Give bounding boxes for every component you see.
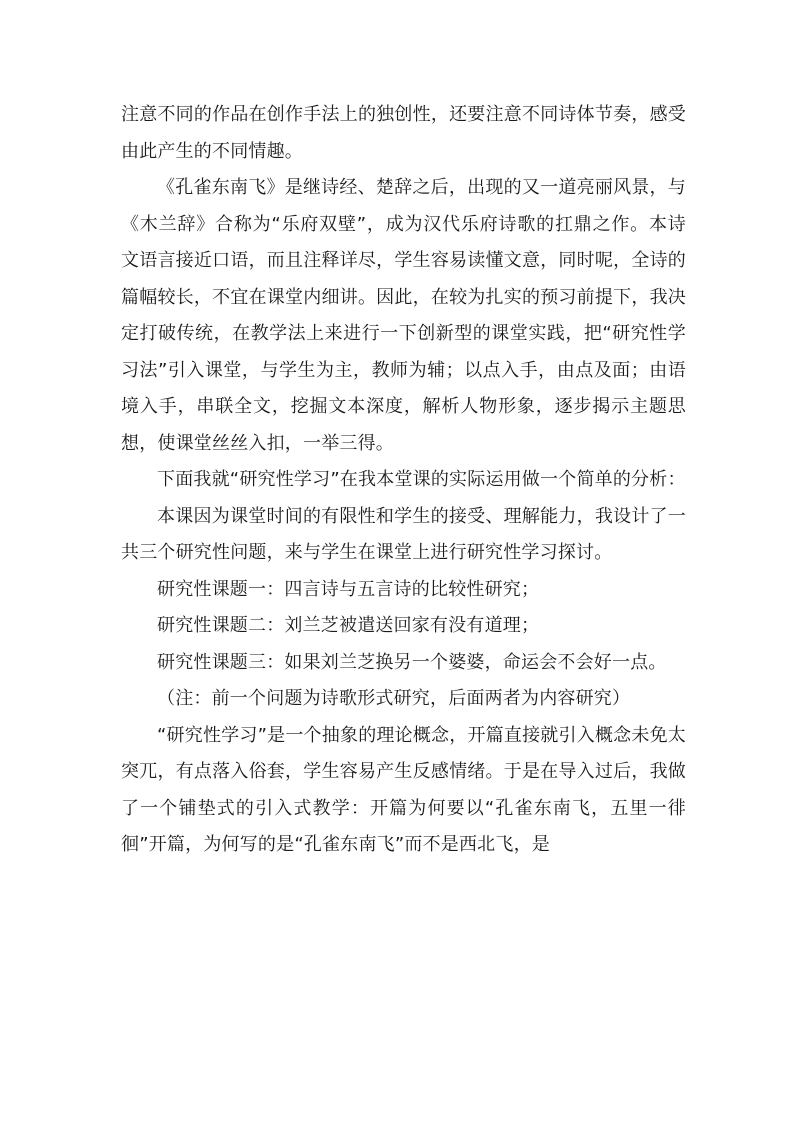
document-body <box>121 97 686 864</box>
paragraph-3: 下面我就“研究性学习”在我本堂课的实际运用做一个简单的分析： <box>157 469 686 490</box>
research-topic-3: 研究性课题三：如果刘兰芝换另一个婆婆，命运会不会好一点。 <box>157 651 667 673</box>
note-paragraph: （注：前一个问题为诗歌形式研究，后面两者为内容研究） <box>157 688 631 709</box>
paragraph-1: 注意不同的作品在创作手法上的独创性，还要注意不同诗体节奏，感受由此产生的不同情趣。 <box>121 104 686 162</box>
research-topic-2: 研究性课题二：刘兰芝被遣送回家有没有道理； <box>157 615 540 636</box>
paragraph-4: 本课因为课堂时间的有限性和学生的接受、理解能力，我设计了一共三个研究性问题，来与学生在课堂上进行研究性学习探讨。 <box>121 505 686 563</box>
research-topic-1: 研究性课题一：四言诗与五言诗的比较性研究； <box>157 578 540 600</box>
paragraph-2: 《孔雀东南飞》是继诗经、楚辞之后，出现的又一道亮丽风景，与《木兰辞》合称为“乐府双壁”，成为汉代乐府诗歌的扛鼎之作。本诗文语言接近口语，而且注释详尽，学生容易读懂文意，同时呢，全诗的篇幅较长，不宜在课堂内细讲。因此，在较为扎实的预习前提下，我决定打破传统，在教学法上来进行一下创新型的课堂实践，把“研究性学习法”引入课堂，与学生为主，教师为辅；以点入手，由点及面；由语境入手，串联全文，挖掘文本深度，解析人物形象，逐步揭示主题思想，使课堂丝丝入扣，一举三得。 <box>121 177 686 454</box>
paragraph-9: “研究性学习”是一个抽象的理论概念，开篇直接就引入概念未免太突兀，有点落入俗套，学生容易产生反感情绪。于是在导入过后，我做了一个铺垫式的引入式教学：开篇为何要以“孔雀东南飞，五里一徘徊”开篇，为何写的是“孔雀东南飞”而不是西北飞，是 <box>121 724 686 855</box>
